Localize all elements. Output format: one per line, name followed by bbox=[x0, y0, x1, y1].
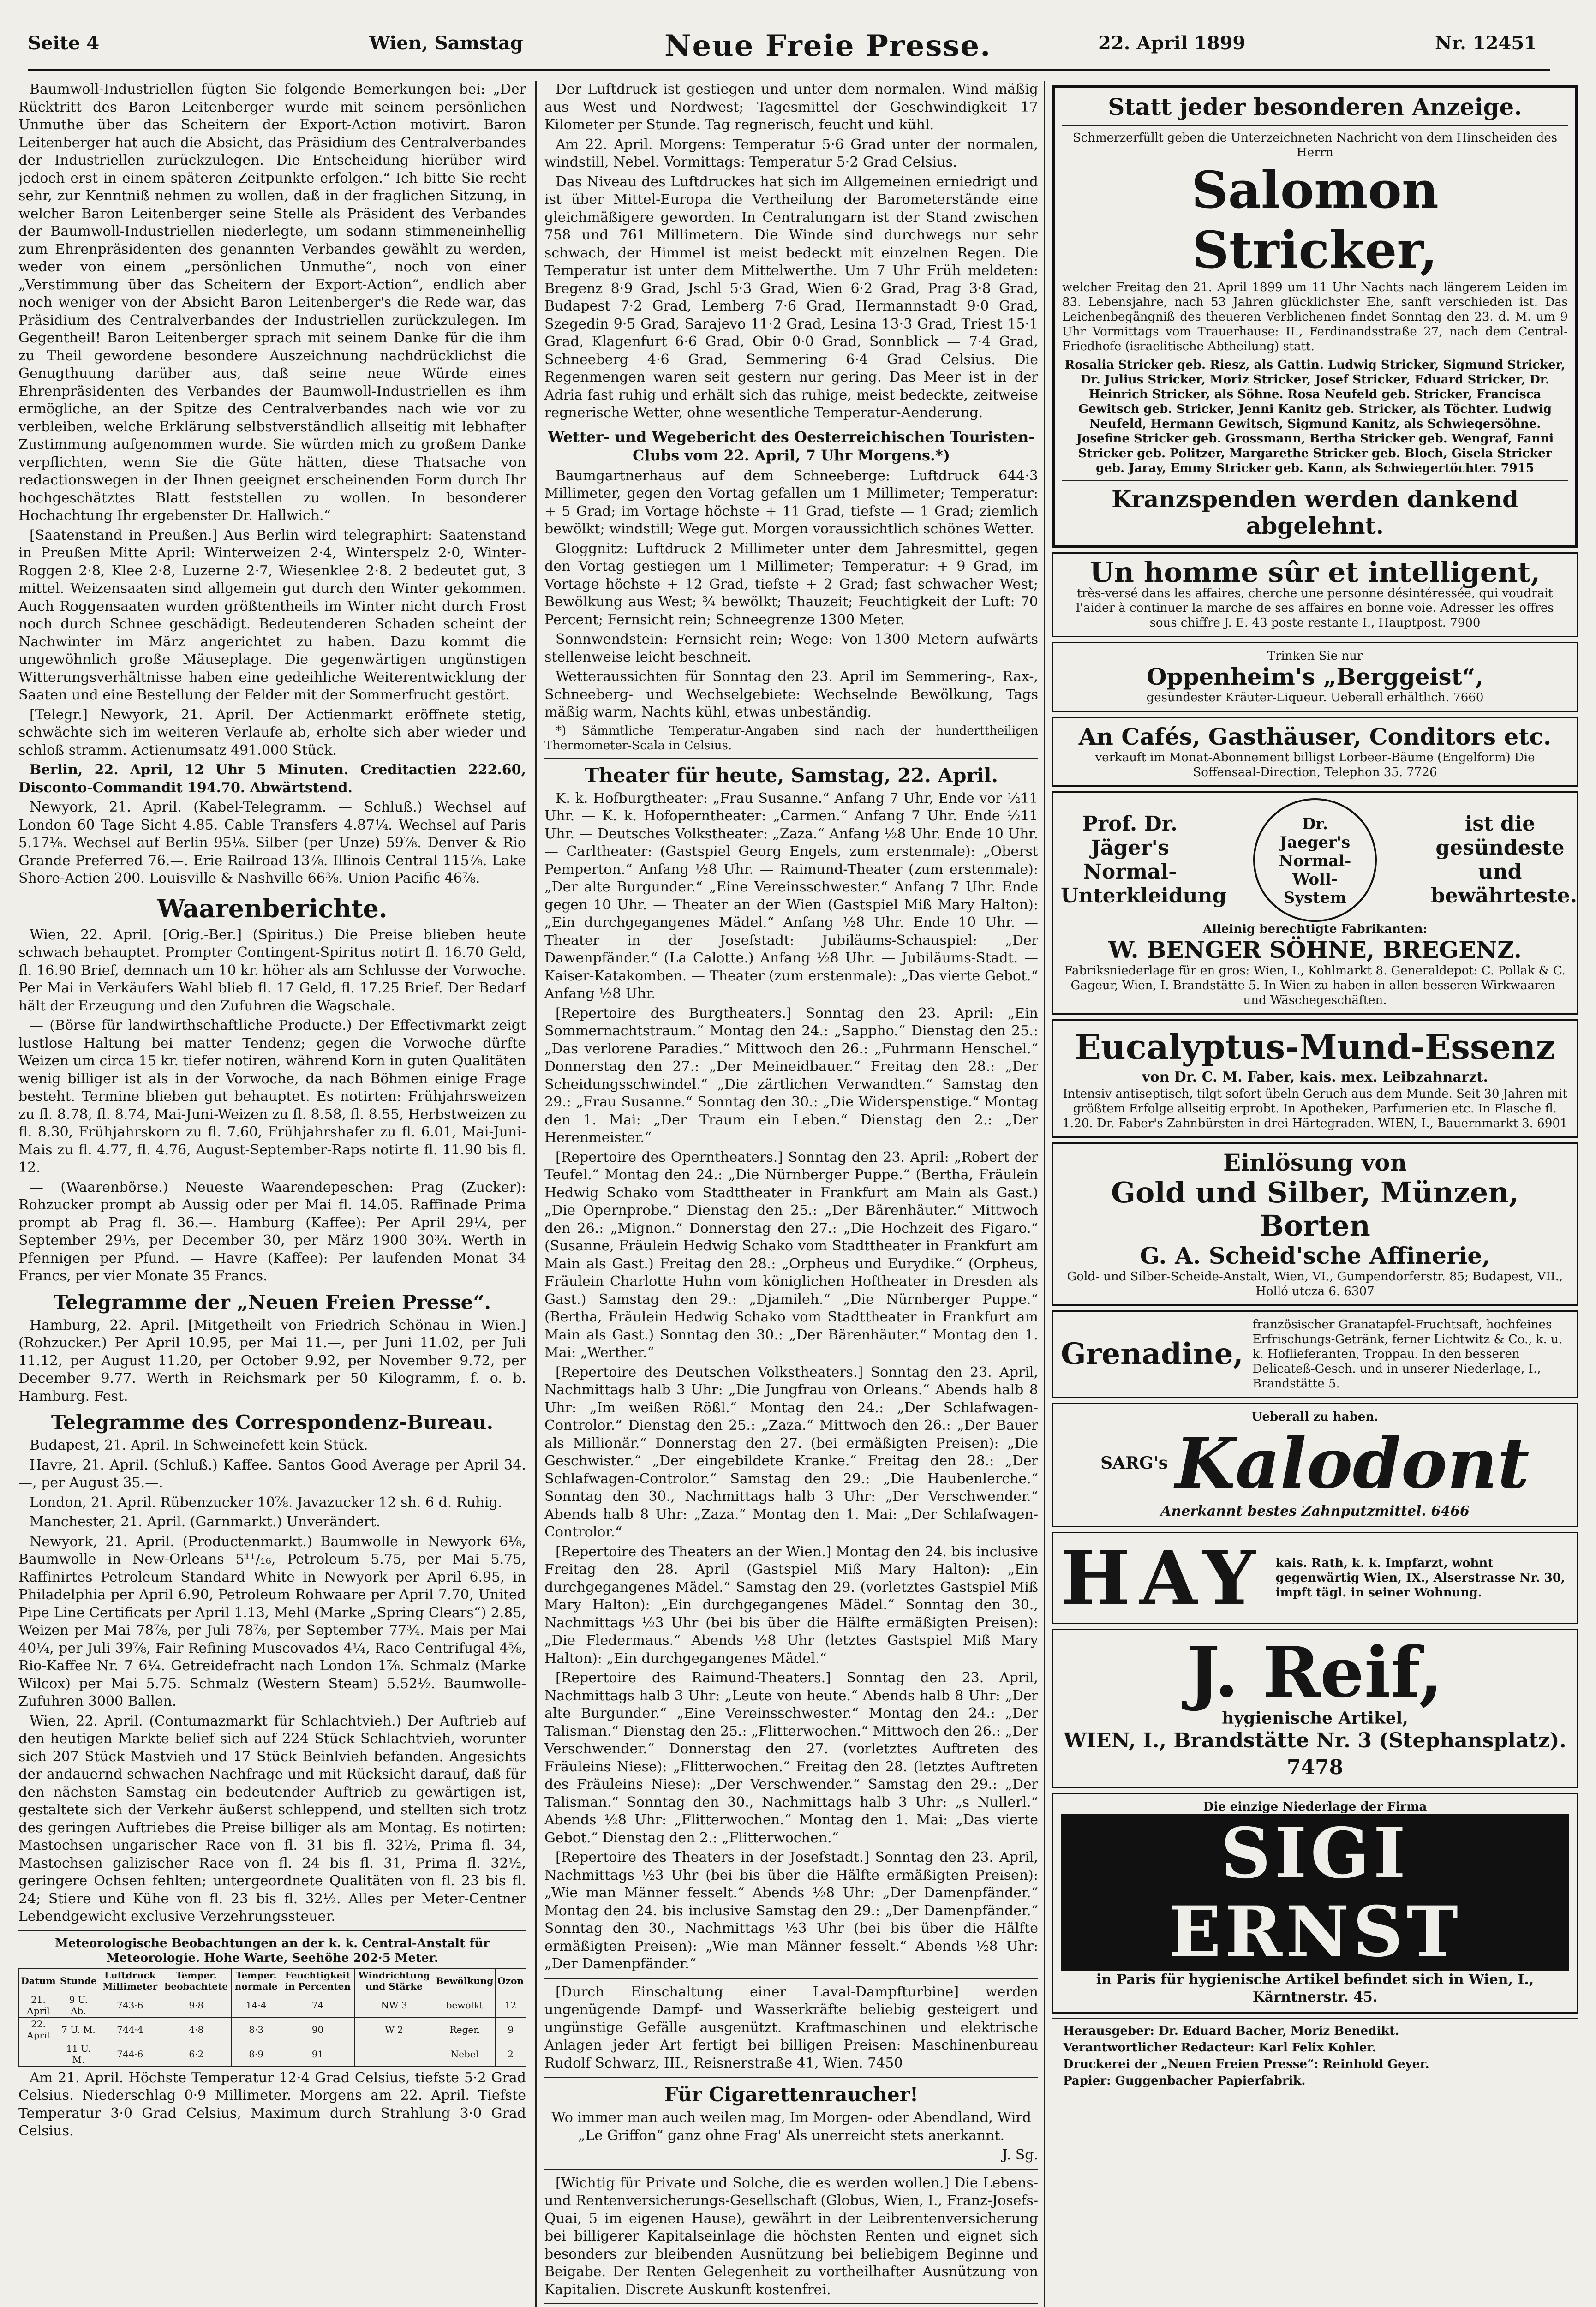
article-text: [Repertoire des Operntheaters.] Sonntag den 23. April: „Robert der Teufel.“ Montag den 24.: „Die Nürnberger Puppe.“ (Bertha, Fräulein Hedwig Schako vom Stadttheater in Frankfurt am Main als Gast.) „Die Opernprobe.“ Dienstag den 25.: „Der Bärenhäuter.“ Mittwoch den 26.: „Mignon.“ Donnerstag den 27.: „Die Hochzeit des Figaro.“ (Susanne, Fräulein Hedwig Schako vom Stadttheater in Frankfurt am Main als Gast.) Freitag den 28.: „Orpheus und Eurydike.“ (Orpheus, Fräulein Charlotte Huhn vom königlichen Hoftheater in Dresden als Gast.) Samstag den 29.: „Djamileh.“ „Die Nürnberger Puppe.“ (Bertha, Fräulein Hedwig Schako vom Stadttheater in Frankfurt am Main als Gast.) Sonntag den 30.: „Der Bärenhäuter.“ Montag den 1. Mai: „Werther.“ bbox=[544, 1149, 1038, 1361]
table-header: Datum bbox=[19, 1968, 58, 1993]
ad-byline: von Dr. C. M. Faber, kais. mex. Leibzahnarzt. bbox=[1142, 1069, 1488, 1085]
table-cell: 8·3 bbox=[231, 2017, 281, 2042]
table-cell: 21. April bbox=[19, 1993, 58, 2017]
ad-text: kais. Rath, k. k. Impfarzt, wohnt gegenwärtig Wien, IX., Alserstrasse Nr. 30, impft tägl. in seiner Wohnung. bbox=[1275, 1556, 1566, 1600]
divider bbox=[544, 1978, 1038, 1979]
ad-headline: SIGI ERNST bbox=[1061, 1814, 1569, 1971]
table-cell: 9 U. Ab. bbox=[58, 1993, 99, 2017]
article-text: Gloggnitz: Luftdruck 2 Millimeter unter dem Jahresmittel, gegen den Vortag gestiegen um 1 Millimeter; Temperatur: + 9 Grad, im Vortage höchste + 12 Grad, tiefste + 2 Grad; fast schwacher West; Bewölkung aus West; ¾ bewölkt; Thauzeit; Feuchtigkeit der Luft: 70 Percent; Fernsicht rein; Schneegrenze 1300 Meter. bbox=[544, 540, 1038, 628]
ad-headline: Oppenheim's „Berggeist“, bbox=[1147, 663, 1483, 690]
place-day: Wien, Samstag bbox=[369, 32, 523, 54]
ad-makers-label: Alleinig berechtigte Fabrikanten: bbox=[1202, 922, 1428, 936]
article-text: [Repertoire des Raimund-Theaters.] Sonntag den 23. April, Nachmittags halb 3 Uhr: „Leute von heute.“ Abends halb 8 Uhr: „Der alte Burgunder.“ „Eine Vereinsschwester.“ Montag den 24.: „Der Talisman.“ Dienstag den 25.: „Flitterwochen.“ Mittwoch den 26.: „Der Verschwender.“ Donnerstag den 27. (vorletztes Auftreten des Fräuleins Niese): „Flitterwochen.“ Freitag den 28. (letztes Auftreten des Fräuleins Niese): „Der Verschwender.“ Samstag den 29.: „Der Talisman.“ Sonntag den 30., Nachmittags halb 3 Uhr: „s Nullerl.“ Abends ½8 Uhr: „Flitterwochen.“ Montag den 1. Mai: „Das vierte Gebot.“ Dienstag den 2.: „Flitterwochen.“ bbox=[544, 1670, 1038, 1846]
table-header: Bewölkung bbox=[434, 1968, 496, 1993]
table-cell: 4·8 bbox=[161, 2017, 231, 2042]
table-cell: 9·8 bbox=[161, 1993, 231, 2017]
section-heading: Waarenberichte. bbox=[157, 893, 388, 923]
table-cell: 9 bbox=[496, 2017, 526, 2042]
table-cell: 6·2 bbox=[161, 2042, 231, 2066]
article-text: [Repertoire des Deutschen Volkstheaters.] Sonntag den 23. April, Nachmittags halb 3 Uhr: „Die Jungfrau von Orleans.“ Abends halb 8 Uhr: „Im weißen Rößl.“ Montag den 24.: „Der Schlafwagen-Controlor.“ Dienstag den 25.: „Zaza.“ Mittwoch den 26.: „Der Bauer als Millionär.“ Donnerstag den 27. (bei ermäßigten Preisen): „Die Geschwister.“ „Der eingebildete Kranke.“ Freitag den 28.: „Der Schlafwagen-Controlor.“ Samstag den 29.: „Die Haubenlerche.“ Sonntag den 30., Nachmittags halb 3 Uhr: „Der Verschwender.“ Abends halb 8 Uhr: „Zaza.“ Montag den 1. Mai: „Der Schlafwagen-Controlor.“ bbox=[544, 1364, 1038, 1540]
section-heading: Theater für heute, Samstag, 22. April. bbox=[584, 764, 998, 787]
table-header: Temper. normale bbox=[231, 1968, 281, 1993]
ad-jaeger-row bbox=[1061, 798, 1578, 922]
weather-table bbox=[18, 1968, 526, 2067]
table-cell: 90 bbox=[281, 2017, 354, 2042]
table-title: Meteorologische Beobachtungen an der k. k. Central-Anstalt für Meteorologie. Hohe Warte, Seehöhe 202·5 Meter. bbox=[55, 1936, 490, 1965]
table-cell: 744·4 bbox=[99, 2017, 161, 2042]
ad-jaeger bbox=[1052, 791, 1578, 1015]
table-cell: 22. April bbox=[19, 2017, 58, 2042]
table-cell: NW 3 bbox=[354, 1993, 434, 2017]
article-text: [Repertoire des Theaters in der Josefstadt.] Sonntag den 23. April, Nachmittags ½3 Uhr (bei bis über die Hälfte ermäßigten Preisen): „Wie man Männer fesselt.“ Abends ½8 Uhr: „Der Damenpfänder.“ Montag den 24. bis inclusive Samstag den 29.: „Der Damenpfänder.“ Sonntag den 30., Nachmittags ½3 Uhr (bei bis über die Hälfte ermäßigten Preisen): „Wie man Männer fesselt.“ Abends ½8 Uhr: „Der Damenpfänder.“ bbox=[544, 1849, 1038, 1972]
table-header: Stunde bbox=[58, 1968, 99, 1993]
ad-top-line: Die einzige Niederlage der Firma bbox=[1203, 1799, 1427, 1814]
table-cell bbox=[19, 2042, 58, 2066]
logo-text: Dr. Jaeger's Normal-Woll-System bbox=[1279, 815, 1351, 907]
table-cell bbox=[354, 2042, 434, 2066]
article-text: [Repertoire des Burgtheaters.] Sonntag den 23. April: „Ein Sommernachtstraum.“ Montag den 24.: „Sappho.“ Dienstag den 25.: „Das verlorene Paradies.“ Mittwoch den 26.: „Fuhrmann Henschel.“ Donnerstag den 27.: „Der Meineidbauer.“ Freitag den 28.: „Der Scheidungsschwindel.“ „Die zärtlichen Verwandten.“ Samstag den 29.: „Frau Susanne.“ Sonntag den 30.: „Die Widerspenstige.“ Montag den 1. Mai: „Der Traum ein Leben.“ Dienstag den 2.: „Der Herenmeister.“ bbox=[544, 1005, 1038, 1146]
table-cell: 12 bbox=[496, 1993, 526, 2017]
ad-subline: Gold- und Silber-Scheide-Anstalt, Wien, VI., Gumpendorferstr. 85; Budapest, VII., Holló utcza 6. 6307 bbox=[1067, 1269, 1563, 1298]
ad-reif bbox=[1052, 1629, 1578, 1788]
ad-cafes bbox=[1052, 717, 1578, 787]
obituary-heading: Statt jeder besonderen Anzeige. bbox=[1108, 93, 1522, 120]
ad-headline: Eucalyptus-Mund-Essenz bbox=[1075, 1028, 1555, 1067]
ad-subline: gesündester Kräuter-Liqueur. Ueberall erhältlich. 7660 bbox=[1146, 691, 1484, 705]
ad-headline: An Cafés, Gasthäuser, Conditors etc. bbox=[1078, 723, 1552, 750]
article-text: Newyork, 21. April. (Kabel-Telegramm. — Schluß.) Wechsel auf London 60 Tage Sicht 4.85. Cable Transfers 4.87¼. Wechsel auf Paris 5.17⅛. Wechsel auf Berlin 95⅛. Silber (per Unze) 59⅞. Denver & Rio Grande Preferred 76.—. Erie Railroad 13⅞. Illinois Central 115⅞. Lake Shore-Actien 200. Louisville & Nashville 66⅜. Union Pacific 46⅞. bbox=[18, 799, 526, 886]
obituary-name: Salomon Stricker, bbox=[1191, 160, 1439, 280]
ad-headline: HAY bbox=[1061, 1535, 1265, 1621]
table-cell: 11 U. M. bbox=[58, 2042, 99, 2066]
ad-firm: G. A. Scheid'sche Affinerie, bbox=[1140, 1242, 1490, 1269]
ad-top-line: Einlösung von bbox=[1223, 1148, 1407, 1176]
table-cell: 14·4 bbox=[231, 1993, 281, 2017]
divider bbox=[1062, 125, 1568, 126]
poem: Wo immer man auch weilen mag, Im Morgen- oder Abendland, Wird „Le Griffon“ ganz ohne Frag' Als unerreicht stets anerkannt. bbox=[551, 2110, 1031, 2144]
ad-headline: Gold und Silber, Münzen, Borten bbox=[1111, 1175, 1519, 1243]
issue-date: 22. April 1899 bbox=[1098, 32, 1246, 54]
advertisement-text: [Durch Einschaltung einer Laval-Dampfturbine] werden ungenügende Dampf- und Wasserkräfte beliebig gesteigert und ungünstige Gefälle ausgenützt. Kraftmaschinen und elektrische Anlagen jeder Art fertigt bei billigen Preisen: Maschinenbureau Rudolf Schwarz, III., Reisnerstraße 41, Wien. 7450 bbox=[544, 1984, 1038, 2071]
footnote: *) Sämmtliche Temperatur-Angaben sind nach der hunderttheiligen Thermometer-Scala in Celsius. bbox=[544, 723, 1038, 753]
article-text: [Saatenstand in Preußen.] Aus Berlin wird telegraphirt: Saatenstand in Preußen Mitte April: Winterweizen 2·4, Winterspelz 2·0, Winter-Roggen 2·8, Klee 2·8, Luzerne 2·7, Wiesenklee 2·8. 2 bedeutet gut, 3 mittel. Weizensaaten sind allgemein gut durch den Winter gekommen. Auch Roggensaaten wurden größtentheils im Winter nicht durch Frost noch durch Schnee geschädigt. Bedeutenderen Schaden scheint der Nachwinter im März angerichtet zu haben. Dazu kommt die ungewöhnlich große Mäuseplage. Die gegenwärtigen ungünstigen Witterungsverhältnisse haben eine gedeihliche Weiterentwicklung der Saaten und eine Bestellung der Felder mit der Sommerfrucht gestört. bbox=[18, 527, 526, 703]
table-cell: 744·6 bbox=[99, 2042, 161, 2066]
article-text: Budapest, 21. April. In Schweinefett kein Stück. bbox=[30, 1437, 368, 1453]
ad-text: französischer Granatapfel-Fruchtsaft, hochfeines Erfrischungs-Getränk, ferner Lichtwitz & Co., k. u. k. Hoflieferanten, Troppau. In den besseren Delicateß-Gesch. und in unserer Niederlage, I., Brandstätte 5. bbox=[1252, 1317, 1563, 1391]
ad-address: WIEN, I., Brandstätte Nr. 3 (Stephansplatz). 7478 bbox=[1064, 1728, 1566, 1779]
ad-headline: Un homme sûr et intelligent, bbox=[1089, 556, 1541, 589]
table-row bbox=[19, 2042, 526, 2066]
column-divider bbox=[1044, 81, 1045, 2307]
article-text: Am 22. April. Morgens: Temperatur 5·6 Grad unter der normalen, windstill, Nebel. Vormittags: Temperatur 5·2 Grad Celsius. bbox=[544, 136, 1038, 170]
table-cell: bewölkt bbox=[434, 1993, 496, 2017]
section-heading: Telegramme des Correspondenz-Bureau. bbox=[51, 1411, 494, 1434]
ad-berggeist bbox=[1052, 642, 1578, 712]
imprint-line: Papier: Guggenbacher Papierfabrik. bbox=[1063, 2074, 1306, 2088]
divider bbox=[544, 2077, 1038, 2078]
table-cell: W 2 bbox=[354, 2017, 434, 2042]
table-header: Feuchtigkeit in Percenten bbox=[281, 1968, 354, 1993]
article-text: Am 21. April. Höchste Temperatur 12·4 Grad Celsius, tiefste 5·2 Grad Celsius. Niederschlag 0·9 Millimeter. Morgens am 22. April. Tiefste Temperatur 3·0 Grad Celsius, Maximum durch Strahlung 3·0 Grad Celsius. bbox=[18, 2069, 526, 2139]
ad-headline: Kalodont bbox=[1175, 1422, 1530, 1504]
ad-hay bbox=[1052, 1532, 1578, 1624]
table-cell: 7 U. M. bbox=[58, 2017, 99, 2042]
table-cell: Regen bbox=[434, 2017, 496, 2042]
table-cell: 8·9 bbox=[231, 2042, 281, 2066]
article-text: [Repertoire des Theaters an der Wien.] Montag den 24. bis inclusive Freitag den 28. April (Gastspiel Miß Mary Halton): „Ein durchgegangenes Mädel.“ Samstag den 29. (vorletztes Gastspiel Miß Mary Halton): „Ein durchgegangenes Mädel.“ Sonntag den 30., Nachmittags ½3 Uhr (bei bis über die Hälfte ermäßigten Preisen): „Die Fledermaus.“ Abends ½8 Uhr (letztes Gastspiel Miß Mary Halton): „Ein durchgegangenes Mädel.“ bbox=[544, 1543, 1038, 1667]
section-heading: Telegramme der „Neuen Freien Presse“. bbox=[53, 1291, 491, 1314]
column-2 bbox=[544, 81, 1038, 2307]
ad-top-line: Ueberall zu haben. bbox=[1251, 1410, 1379, 1424]
ad-left-text: Prof. Dr. Jäger's Normal-Unterkleidung bbox=[1061, 812, 1227, 908]
article-text: Baumwoll-Industriellen fügten Sie folgende Bemerkungen bei: „Der Rücktritt des Baron Leitenberger wurde mit seinem persönlichen Unmuthe über das Scheitern der Export-Action motivirt. Baron Leitenberger hat auch die Absicht, das Präsidium des Centralverbandes der Industriellen zurückzulegen. Die Entscheidung hierüber wird jedoch erst in einem späteren Zeitpunkte erfolgen.“ Ich bitte Sie recht sehr, zur Kenntniß nehmen zu wollen, daß in der fraglichen Sitzung, in welcher Baron Leitenberger seine Stelle als Präsident des Verbandes der Baumwoll-Industriellen niederlegte, um sodann stimmeneinhellig zum Ehrenpräsidenten des genannten Verbandes gewählt zu werden, weder von einem „persönlichen Unmuthe“, noch von einer „Verstimmung über das Scheitern der Export-Action“, endlich aber noch weniger von der Absicht Baron Leitenberger's die Rede war, das Präsidium des Centralverbandes der Industriellen zurückzulegen. Im Gegentheil! Baron Leitenberger sprach mit seinem Danke für die ihm zu Theil gewordene besondere Auszeichnung nachdrücklichst die Genugthuung darüber aus, daß seine neue Würde eines Ehrenpräsidenten des Verbandes der Baumwoll-Industriellen es ihm ermögliche, an der Spitze des Centralverbandes nach wie vor zu verbleiben, welche Erklärung selbstverständlich allseitig mit lebhafter Zustimmung aufgenommen wurde. Sie würden mich zu großem Danke verpflichten, wenn Sie die Güte hätten, diese Thatsache von redactionswegen in der Ihnen geeignet erscheinenden Form durch Ihr hochgeschätztes Blatt feststellen zu wollen. In besonderer Hochachtung Ihr ergebenster Dr. Hallwich.“ bbox=[18, 81, 526, 524]
article-text: Der Luftdruck ist gestiegen und unter dem normalen. Wind mäßig aus West und Nordwest; Tagesmittel der Geschwindigkeit 17 Kilometer per Stunde. Tag regnerisch, feucht und kühl. bbox=[544, 81, 1038, 133]
ad-homme bbox=[1052, 552, 1578, 637]
table-row bbox=[19, 2017, 526, 2042]
column-divider bbox=[535, 81, 537, 2307]
table-header: Luftdruck Millimeter bbox=[99, 1968, 161, 1993]
obituary-mourners: Rosalia Stricker geb. Riesz, als Gattin. Ludwig Stricker, Sigmund Stricker, Dr. Julius Stricker, Moriz Stricker, Josef Stricker, Eduard Stricker, Dr. Heinrich Stricker, als Söhne. Rosa Neufeld geb. Stricker, Francisca Gewitsch geb. Stricker, Jenni Kanitz geb. Stricker, als Töchter. Ludwig Neufeld, Hermann Gewitsch, Sigmund Kanitz, als Schwiegersöhne. Josefine Stricker geb. Grossmann, Bertha Stricker geb. Wengraf, Fanni Stricker geb. Politzer, Margarethe Stricker geb. Bloch, Gisela Stricker geb. Jaray, Emmy Stricker geb. Kann, als Schwiegertöchter. 7915 bbox=[1064, 358, 1566, 475]
divider bbox=[544, 758, 1038, 759]
poem-signature: J. Sg. bbox=[1002, 2147, 1038, 2163]
table-cell: 2 bbox=[496, 2042, 526, 2066]
article-text: Wetteraussichten für Sonntag den 23. April im Semmering-, Rax-, Schneeberg- und Wechselgebiete: Wechselnde Bewölkung, Tags mäßig warm, Nachts kühl, etwas unbeständig. bbox=[544, 669, 1038, 720]
ad-subline: verkauft im Monat-Abonnement billigst Lorbeer-Bäume (Engelform) Die Soffensaal-Direction, Telephon 35. 7726 bbox=[1095, 751, 1535, 779]
table-cell: Nebel bbox=[434, 2042, 496, 2066]
article-text: [Telegr.] Newyork, 21. April. Der Actienmarkt eröffnete stetig, schwächte sich im weiteren Verlaufe ab, erholte sich aber wieder und schloß stramm. Actienumsatz 491.000 Stück. bbox=[18, 706, 526, 759]
divider bbox=[544, 2303, 1038, 2304]
ad-kalodont-row bbox=[1061, 1424, 1569, 1503]
ad-kalodont bbox=[1052, 1403, 1578, 1528]
masthead bbox=[28, 29, 1550, 71]
divider bbox=[18, 1930, 526, 1931]
ad-brand: SARG's bbox=[1100, 1453, 1168, 1473]
ad-text: Intensiv antiseptisch, tilgt sofort übeln Geruch aus dem Munde. Seit 30 Jahren mit größtem Erfolge allseitig erprobt. In Apotheken, Parfumerien etc. In Flasche fl. 1.20. Dr. Faber's Zahnbürsten in drei Härtegraden. WIEN, I., Bauernmarkt 3. 6901 bbox=[1062, 1087, 1568, 1130]
divider bbox=[544, 2169, 1038, 2170]
ad-scheid bbox=[1052, 1142, 1578, 1306]
newspaper-title: Neue Freie Presse. bbox=[664, 29, 992, 63]
article-text: Wien, 22. April. (Contumazmarkt für Schlachtvieh.) Der Auftrieb auf den heutigen Markte belief sich auf 224 Stück Schlachtvieh, worunter sich 207 Stück Mastvieh und 17 Stück Beinlvieh befanden. Angesichts der andauernd schwachen Nachfrage und mit Rücksicht darauf, daß für den nächsten Samstag ein bedeutender Auftrieb zu gewärtigen ist, gestaltete sich der Verkehr äußerst schleppend, und stellten sich trotz des geringen Auftriebes die Preise billiger als am Montag. Es notirten: Mastochsen ungarischer Race von fl. 31 bis fl. 32½, Prima fl. 34, Mastochsen galizischer Race von fl. 24 bis fl. 31, Prima fl. 32½, geringere Ochsen fehlten; untergeordnete Qualitäten von fl. 23 bis fl. 24; Stiere und Kühe von fl. 23 bis fl. 32½. Alles per Meter-Centner Lebendgewicht exclusive Verzehrungssteuer. bbox=[18, 1713, 526, 1924]
table-header: Windrichtung und Stärke bbox=[354, 1968, 434, 1993]
table-cell: 74 bbox=[281, 1993, 354, 2017]
article-text: — (Börse für landwirthschaftliche Producte.) Der Effectivmarkt zeigt lustlose Haltung bei matter Tendenz; gegen die Vorwoche dürfte Weizen um circa 15 kr. tiefer notiren, während Korn in guten Qualitäten wenig billiger ist als in der Vorwoche, da nach Böhmen einige Frage besteht. Termine blieben gut behauptet. Es notirten: Frühjahrsweizen zu fl. 8.78, fl. 8.74, Mai-Juni-Weizen zu fl. 8.58, fl. 8.55, Herbstweizen zu fl. 8.30, Frühjahrskorn zu fl. 7.60, Frühjahrshafer zu fl. 6.01, Mai-Juni-Mais zu fl. 4.77, fl. 4.76, August-September-Raps notirte fl. 11.90 bis fl. 12. bbox=[18, 1017, 526, 1176]
ad-right-text: ist die gesündeste und bewährteste. bbox=[1431, 812, 1578, 908]
ad-subline: Fabriksniederlage für en gros: Wien, I., Kohlmarkt 8. Generaldepot: C. Pollak & C. Gageur, Wien, I. Brandstätte 5. In Wien zu haben in allen besseren Wirkwaaren- und Wäschegeschäften. bbox=[1064, 964, 1566, 1007]
table-cell: 743·6 bbox=[99, 1993, 161, 2017]
table-header: Ozon bbox=[496, 1968, 526, 1993]
article-text: Manchester, 21. April. (Garnmarkt.) Unverändert. bbox=[30, 1514, 381, 1530]
table-cell: 91 bbox=[281, 2042, 354, 2066]
imprint-line: Druckerei der „Neuen Freien Presse“: Reinhold Geyer. bbox=[1063, 2057, 1429, 2071]
article-text: Sonnwendstein: Fernsicht rein; Wege: Von 1300 Metern aufwärts stellenweise leicht beschneit. bbox=[544, 631, 1038, 665]
divider bbox=[1052, 2018, 1578, 2019]
obituary-footer: Kranzspenden werden dankend abgelehnt. bbox=[1112, 485, 1518, 539]
section-heading: Wetter- und Wegebericht des Oesterreichischen Touristen-Clubs vom 22. April, 7 Uhr Morgens.*) bbox=[548, 428, 1035, 464]
ad-top-line: Trinken Sie nur bbox=[1267, 649, 1363, 663]
ad-text: très-versé dans les affaires, cherche une personne désintéressée, qui voudrait l'aider à continuer la marche de ses affaires en bonne voie. Adresser les offres sous chiffre J. E. 43 poste restante I., Hauptpost. 7900 bbox=[1076, 586, 1554, 630]
table-header: Temper. beobachtete bbox=[161, 1968, 231, 1993]
issue-number: Nr. 12451 bbox=[1435, 32, 1537, 54]
ad-subline: in Paris für hygienische Artikel befindet sich in Wien, I., Kärntnerstr. 45. bbox=[1096, 1971, 1534, 2005]
obituary-notice bbox=[1052, 85, 1578, 548]
imprint-line: Herausgeber: Dr. Eduard Bacher, Moriz Benedikt. bbox=[1063, 2024, 1399, 2038]
page-number: Seite 4 bbox=[28, 32, 100, 54]
obituary-text: welcher Freitag den 21. April 1899 um 11 Uhr Nachts nach längerem Leiden im 83. Lebensjahre, nach 53 Jahren glücklichster Ehe, sanft verschieden ist. Das Leichenbegängniß des theueren Verblichenen findet Sonntag den 23. d. M. um 9 Uhr Vormittags vom Trauerhause: II., Ferdinandsstraße 27, nach dem Central-Friedhofe (israelitische Abtheilung) statt. bbox=[1062, 281, 1568, 353]
ad-headline: J. Reif, bbox=[1187, 1632, 1443, 1713]
ad-grenadine bbox=[1052, 1310, 1578, 1398]
article-text: Hamburg, 22. April. [Mitgetheilt von Friedrich Schönau in Wien.] (Rohzucker.) Per April 10.95, per Mai 11.—, per Juni 11.02, per Juli 11.12, per August 11.20, per October 9.92, per November 9.72, per December 9.77. Werth in Reichsmark per 50 Kilogramm, f. o. b. Hamburg. Fest. bbox=[18, 1317, 526, 1405]
imprint-line: Verantwortlicher Redacteur: Karl Felix Kohler. bbox=[1063, 2040, 1376, 2055]
section-heading: Für Cigarettenraucher! bbox=[664, 2083, 919, 2106]
advertisement-text: [Wichtig für Private und Solche, die es werden wollen.] Die Lebens- und Rentenversicherungs-Gesellschaft (Globus, Wien, I., Franz-Josefs-Quai, 5 im eigenen Hause), gewährt in der Leibrentenversicherung bei billigerer Kapitalseinlage die höchsten Renten und eignet sich besonders zur bleibenden Ausnützung bei beliebigem Beginne und Beigabe. Der Renten Gelegenheit zu vortheilhafter Ausnützung von Kapitalien. Discrete Auskunft kostenfrei. bbox=[544, 2175, 1038, 2298]
wool-system-logo bbox=[1253, 798, 1377, 922]
ad-subline: hygienische Artikel, bbox=[1222, 1709, 1408, 1728]
article-text: Baumgartnerhaus auf dem Schneeberge: Luftdruck 644·3 Millimeter, gegen den Vortag gefallen um 1 Millimeter; Temperatur: + 5 Grad; im Vortage höchste + 11 Grad, tiefste — 1 Grad; ziemlich bewölkt; windstill; Wege gut. Morgen voraussichtlich schönes Wetter. bbox=[544, 467, 1038, 537]
column-1 bbox=[18, 81, 526, 2307]
table-row bbox=[19, 1993, 526, 2017]
article-text: K. k. Hofburgtheater: „Frau Susanne.“ Anfang 7 Uhr, Ende vor ½11 Uhr. — K. k. Hofoperntheater: „Carmen.“ Anfang 7 Uhr. Ende ½11 Uhr. — Deutsches Volkstheater: „Zaza.“ Anfang ½8 Uhr. Ende 10 Uhr. — Carltheater: (Gastspiel Georg Engels, zum erstenmale): „Oberst Pemperton.“ Anfang ½8 Uhr. — Raimund-Theater (zum erstenmale): „Der alte Burgunder.“ „Eine Vereinsschwester.“ Anfang 7 Uhr. Ende gegen 10 Uhr. — Theater an der Wien (Gastspiel Miß Mary Halton): „Ein durchgegangenes Mädel.“ Anfang ½8 Uhr. Ende 10 Uhr. — Theater in der Josefstadt: Jubiläums-Schauspiel: „Der Dawenpfänder.“ (La Calotte.) Anfang ½8 Uhr. — Jubiläums-Stadt. — Kaiser-Katakomben. — Theater (zum erstenmale): „Das vierte Gebot.“ Anfang ½8 Uhr. bbox=[544, 790, 1038, 1002]
ad-makers: W. BENGER SÖHNE, BREGENZ. bbox=[1108, 936, 1522, 963]
article-text: — (Waarenbörse.) Neueste Waarendepeschen: Prag (Zucker): Rohzucker prompt ab Aussig oder per Mai fl. 14.05. Raffinade Prima prompt ab Prag fl. 36.—. Hamburg (Kaffee): Per April 29¼, per September 29½, per December 30, per März 1900 30¾. Werth in Pfennigen per Pfund. — Havre (Kaffee): Per laufenden Monat 34 Francs, per vier Monate 35 Francs. bbox=[18, 1179, 526, 1284]
article-text: Wien, 22. April. [Orig.-Ber.] (Spiritus.) Die Preise blieben heute schwach behauptet. Prompter Contingent-Spiritus notirt fl. 16.70 Geld, fl. 16.90 Brief, demnach um 10 kr. höher als am Schlusse der Vorwoche. Per Mai in Verkäufers Wahl blieb fl. 17 Geld, fl. 17.25 Brief. Der Bedarf hält der Erzeugung und den Zufuhren die Wagschale. bbox=[18, 926, 526, 1014]
ad-eucalyptus bbox=[1052, 1019, 1578, 1138]
ad-sigi-ernst bbox=[1052, 1793, 1578, 2014]
ad-headline: Grenadine, bbox=[1061, 1336, 1243, 1371]
article-text: Havre, 21. April. (Schluß.) Kaffee. Santos Good Average per April 34.—, per August 35.—. bbox=[18, 1457, 526, 1491]
column-3 bbox=[1052, 81, 1578, 2307]
obituary-intro: Schmerzerfüllt geben die Unterzeichneten Nachricht von dem Hinscheiden des Herrn bbox=[1072, 131, 1558, 160]
article-text: Newyork, 21. April. (Productenmarkt.) Baumwolle in Newyork 6⅛, Baumwolle in New-Orleans 5¹¹/₁₆, Petroleum 5.75, per Mai 5.75, Raffinirtes Petroleum Standard White in Newyork per April 6.95, in Philadelphia per April 6.90, Petroleum Rohwaare per April 7.70, United Pipe Line Certificats per April 1.13, Mehl (Marke „Spring Clears“) 2.85, Weizen per Mai 78⅞, per Juli 78⅞, per September 77¾. Mais per Mai 40¼, per Juli 39⅞, Fair Refining Muscovados 4¼, Raco Centrifugal 4⅝, Rio-Kaffee Nr. 7 6¼. Getreidefracht nach London 1⅞. Schmalz (Marke Wilcox) per Mai 5.75. Schmalz (Western Steam) 5.52½. Baumwolle-Zufuhren 3000 Ballen. bbox=[18, 1533, 526, 1709]
article-text: London, 21. April. Rübenzucker 10⅞. Javazucker 12 sh. 6 d. Ruhig. bbox=[30, 1494, 502, 1511]
divider bbox=[1062, 480, 1568, 481]
ad-subline: Anerkannt bestes Zahnputzmittel. 6466 bbox=[1160, 1503, 1470, 1519]
article-text: Berlin, 22. April, 12 Uhr 5 Minuten. Creditactien 222.60, Disconto-Commandit 194.70. Abwärtstend. bbox=[18, 762, 526, 796]
article-text: Das Niveau des Luftdruckes hat sich im Allgemeinen erniedrigt und ist über Mittel-Europa die Vertheilung der Barometerstände eine gleichmäßigere geworden. In Centralungarn ist der Stand zwischen 758 und 761 Millimetern. Die Winde sind durchwegs nur sehr schwach, der Himmel ist meist bedeckt mit einzelnen Regen. Die Temperatur ist unter dem Mittelwerthe. Um 7 Uhr Früh meldeten: Bregenz 8·9 Grad, Jschl 5·3 Grad, Wien 6·2 Grad, Prag 3·8 Grad, Budapest 7·2 Grad, Lemberg 7·6 Grad, Hermannstadt 9·0 Grad, Szegedin 9·5 Grad, Sarajevo 11·2 Grad, Lesina 13·3 Grad, Triest 15·1 Grad, Klagenfurt 6·6 Grad, Obir 0·0 Grad, Sonnblick — 7·4 Grad, Schneeberg 4·6 Grad, Semmering 6·4 Grad Celsius. Die Regenmengen waren seit gestern nur gering. Das Meer ist in der Adria fast ruhig und erhält sich das ruhige, meist bedeckte, zeitweise regnerische Wetter, ohne wesentliche Temperatur-Aenderung. bbox=[544, 173, 1038, 421]
